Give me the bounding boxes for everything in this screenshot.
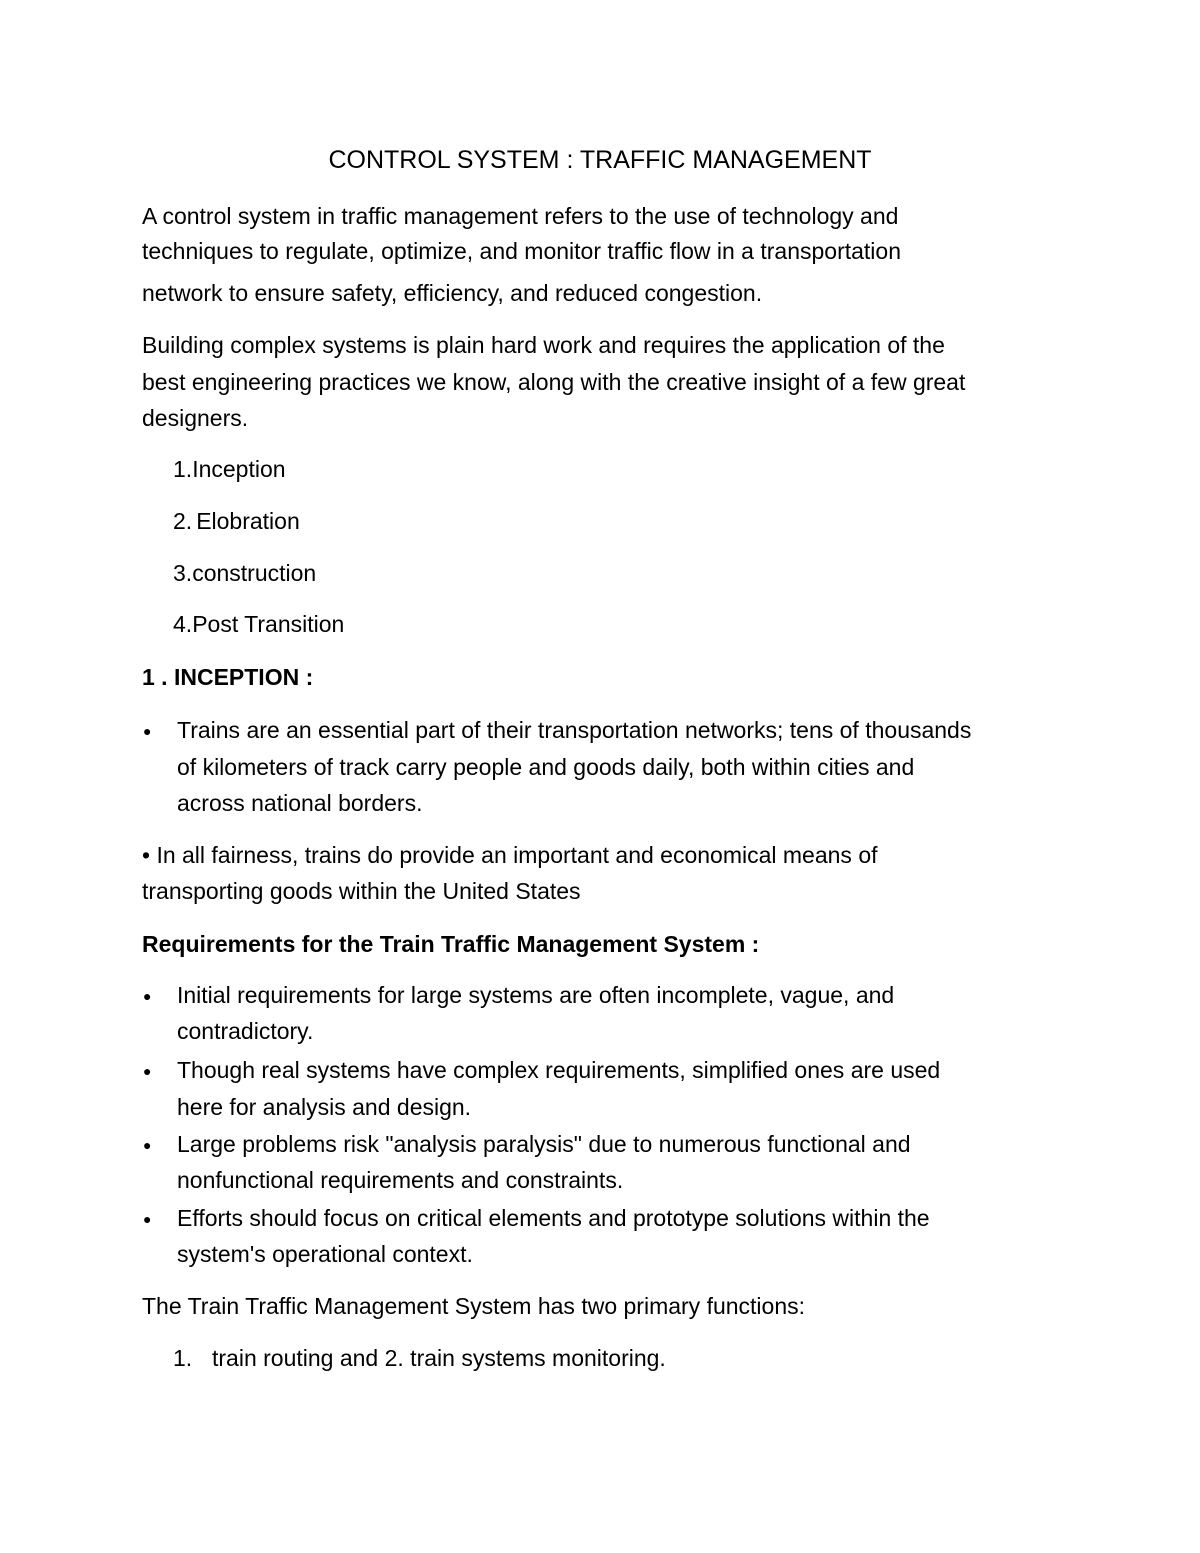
page-title: CONTROL SYSTEM : TRAFFIC MANAGEMENT [328,146,872,174]
list-item [173,458,286,481]
bullet-line: Initial requirements for large systems are often incomplete, vague, and [177,982,895,1008]
list-number: 1. [173,1345,193,1371]
building-line: best engineering practices we know, along with the creative insight of a few great [142,369,966,395]
list-label: train routing and 2. train systems monitoring. [212,1345,666,1371]
bullet-icon: ● [143,1063,152,1079]
list-label: construction [192,560,317,586]
bullet-line: here for analysis and design. [177,1094,472,1120]
bullet-icon: ● [143,1137,152,1153]
bullet-icon: ● [143,1211,152,1227]
list-number: 1. [173,456,193,482]
intro-line: A control system in traffic management refers to the use of technology and [142,203,899,229]
list-item [173,613,344,636]
functions-intro: The Train Traffic Management System has two primary functions: [142,1293,806,1319]
bullet-line: of kilometers of track carry people and goods daily, both within cities and [177,754,915,780]
bullet-icon: ● [143,723,152,739]
bullet-line: nonfunctional requirements and constraints. [177,1167,624,1193]
bullet-line: across national borders. [177,790,423,816]
list-number: 4. [173,611,193,637]
intro-line: techniques to regulate, optimize, and monitor traffic flow in a transportation [142,238,901,264]
list-label: Inception [192,456,286,482]
inception-heading: 1 . INCEPTION : [142,664,314,690]
fairness-line: transporting goods within the United States [142,878,581,904]
list-item [173,510,300,533]
building-line: designers. [142,405,249,431]
list-number: 2. [173,508,193,534]
bullet-line: Trains are an essential part of their transportation networks; tens of thousands [177,717,972,743]
bullet-line: Though real systems have complex requirements, simplified ones are used [177,1057,941,1083]
bullet-icon: ● [143,988,152,1004]
list-label: Post Transition [192,611,345,637]
bullet-line: contradictory. [177,1018,314,1044]
bullet-line: system's operational context. [177,1241,473,1267]
fairness-line: • In all fairness, trains do provide an important and economical means of [142,842,878,868]
list-label: Elobration [196,508,300,534]
list-number: 3. [173,560,193,586]
intro-line: network to ensure safety, efficiency, and reduced congestion. [142,280,763,306]
bullet-line: Efforts should focus on critical elements and prototype solutions within the [177,1205,930,1231]
building-line: Building complex systems is plain hard work and requires the application of the [142,332,945,358]
list-item [173,562,316,585]
requirements-heading: Requirements for the Train Traffic Management System : [142,931,760,957]
bullet-line: Large problems risk "analysis paralysis" due to numerous functional and [177,1131,911,1157]
